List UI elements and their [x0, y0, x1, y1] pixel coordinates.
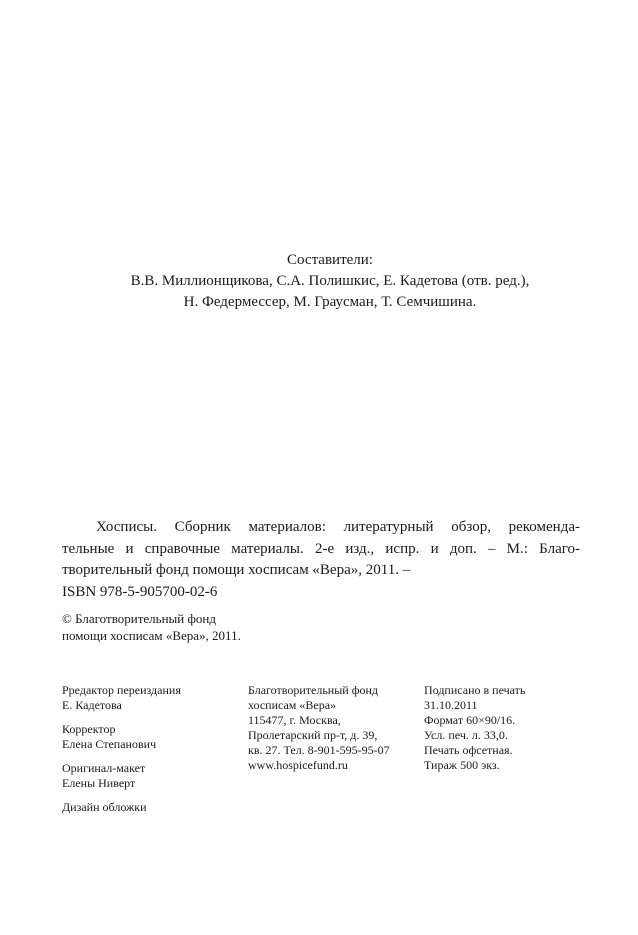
layout-name: Елены Ниверт [62, 776, 136, 790]
publisher-website: www.hospicefund.ru [248, 758, 348, 772]
copyright-block [62, 610, 241, 644]
publisher-line-4: Пролетарский пр-т, д. 39, [248, 728, 378, 742]
printing-method: Печать офсетная. [424, 743, 513, 757]
print-run: Тираж 500 экз. [424, 758, 500, 772]
cover-role: Дизайн обложки [62, 800, 147, 814]
bibliography-line-1: Хосписы. Сборник материалов: литературный обзор, рекоменда- [96, 519, 580, 535]
compilers-block [40, 250, 620, 313]
signed-to-print: Подписано в печать [424, 683, 526, 697]
compilers-line-1: В.В. Миллионщикова, С.А. Полишкис, Е. Кадетова (отв. ред.), [130, 273, 530, 289]
compilers-heading: Составители: [287, 252, 373, 268]
bibliography-line-3: творительный фонд помощи хосписам «Вера», 2011. – [62, 562, 411, 578]
print-info-column [424, 683, 525, 773]
credits-column [62, 683, 181, 815]
bibliographic-description [62, 517, 580, 582]
copyright-line-1: © Благотворительный фонд [62, 611, 216, 626]
isbn: ISBN 978-5-905700-02-6 [62, 584, 218, 600]
publisher-line-3: 115477, г. Москва, [248, 713, 341, 727]
publisher-column [248, 683, 390, 773]
copyright-line-2: помощи хосписам «Вера», 2011. [62, 628, 241, 643]
layout-role: Оригинал-макет [62, 761, 146, 775]
bibliography-line-2: тельные и справочные материалы. 2-е изд., испр. и доп. – М.: Благо- [62, 540, 580, 557]
editor-name: Е. Кадетова [62, 698, 122, 712]
publisher-line-2: хосписам «Вера» [248, 698, 337, 712]
compilers-line-2: Н. Федермессер, М. Граусман, Т. Семчишина. [183, 294, 477, 310]
editor-role: Рредактор переиздания [62, 683, 181, 697]
publisher-line-1: Благотворительный фонд [248, 683, 379, 697]
proofreader-role: Корректор [62, 722, 116, 736]
printed-sheets: Усл. печ. л. 33,0. [424, 728, 508, 742]
publisher-line-5: кв. 27. Тел. 8-901-595-95-07 [248, 743, 390, 757]
paper-format: Формат 60×90/16. [424, 713, 516, 727]
proofreader-name: Елена Степанович [62, 737, 157, 751]
signed-date: 31.10.2011 [424, 698, 478, 712]
